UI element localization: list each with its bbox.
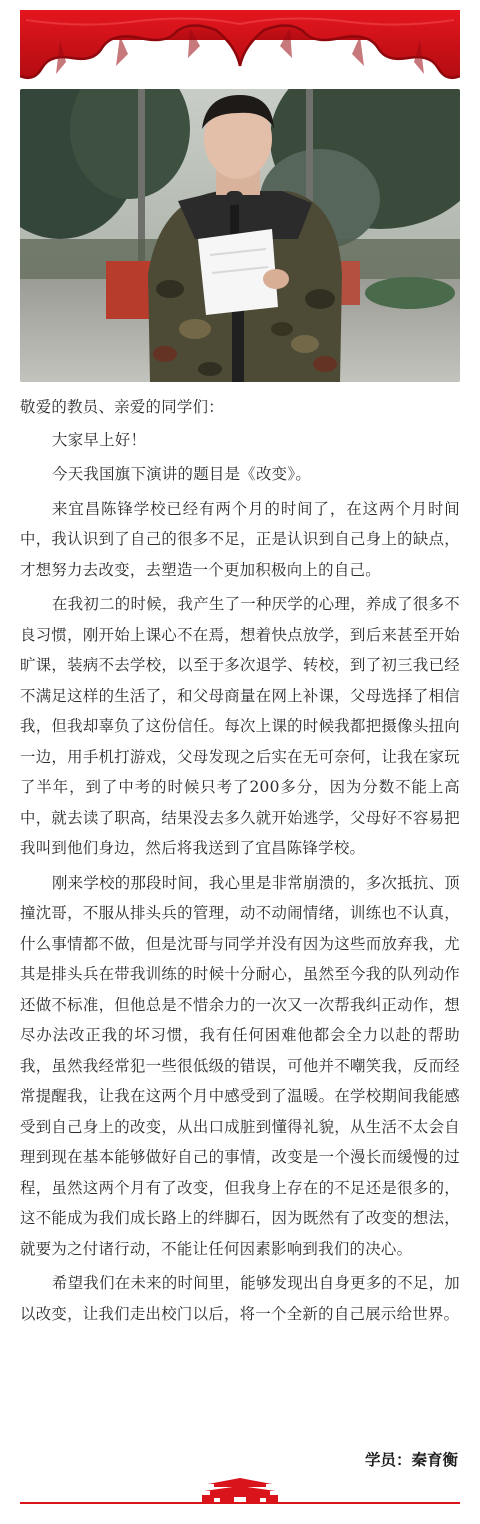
paragraph-experience: 刚来学校的那段时间，我心里是非常崩溃的，多次抵抗、顶撞沈哥，不服从排头兵的管理，动不动闹情绪，训练也不认真，什么事情都不做，但是沈哥与同学并没有因为这些而放弃我，尤其是排头兵在带我训练的时候十分耐心，虽然至今我的队列动作还做不标准，但他总是不惜余力的一次又一次帮我纠正动作，想尽办法改正我的坏习惯，我有任何困难他都会全力以赴的帮助我，虽然我经常犯一些很低级的错误，可他并不嘲笑我，反而经常提醒我，让我在这两个月中感受到了温暖。在学校期间我能感受到自己身上的改变，从出口成脏到懂得礼貌，从生活不太会自理到现在基本能够做好自己的事情，改变是一个漫长而缓慢的过程，虽然这两个月有了改变，但我身上存在的不足还是很多的，这不能成为我们成长路上的绊脚石，因为既然有了改变的想法，就要为之付诸行动，不能让任何因素影响到我们的决心。 <box>20 873 460 1258</box>
paragraph-topic: 今天我国旗下演讲的题目是《改变》。 <box>52 465 312 483</box>
footer-divider <box>20 1478 460 1508</box>
paragraph-greeting: 大家早上好！ <box>52 430 147 449</box>
speech-article <box>20 392 460 1333</box>
paragraph-closing: 希望我们在未来的时间里，能够发现出自身更多的不足，加以改变，让我们走出校门以后，将一个全新的自己展示给世界。 <box>20 1274 460 1323</box>
paragraph-intro: 来宜昌陈锋学校已经有两个月的时间了，在这两个月时间中，我认识到了自己的很多不足，正是认识到自己身上的缺点，才想努力去改变，去塑造一个更加积极向上的自己。 <box>20 499 460 579</box>
signature: 学员：秦育衡 <box>364 1451 458 1469</box>
tiananmen-gate-icon <box>202 1478 278 1502</box>
paragraph-background: 在我初二的时候，我产生了一种厌学的心理，养成了很多不良习惯，刚开始上课心不在焉，想着快点放学，到后来甚至开始旷课，装病不去学校，以至于多次退学、转校，到了初三我已经不满足这样的生活了，和父母商量在网上补课，父母选择了相信我，但我却辜负了这份信任。每次上课的时候我都把摄像头扭向一边，用手机打游戏，父母发现之后实在无可奈何，让我在家玩了半年，到了中考的时候只考了200多分，因为分数不能上高中，就去读了职高，结果没去多久就开始逃学，父母好不容易把我叫到他们身边，然后将我送到了宜昌陈锋学校。 <box>20 595 460 857</box>
student-speaking-photo <box>20 89 460 382</box>
red-ribbon-banner <box>20 10 460 88</box>
salutation: 敬爱的教员、亲爱的同学们： <box>20 398 224 416</box>
